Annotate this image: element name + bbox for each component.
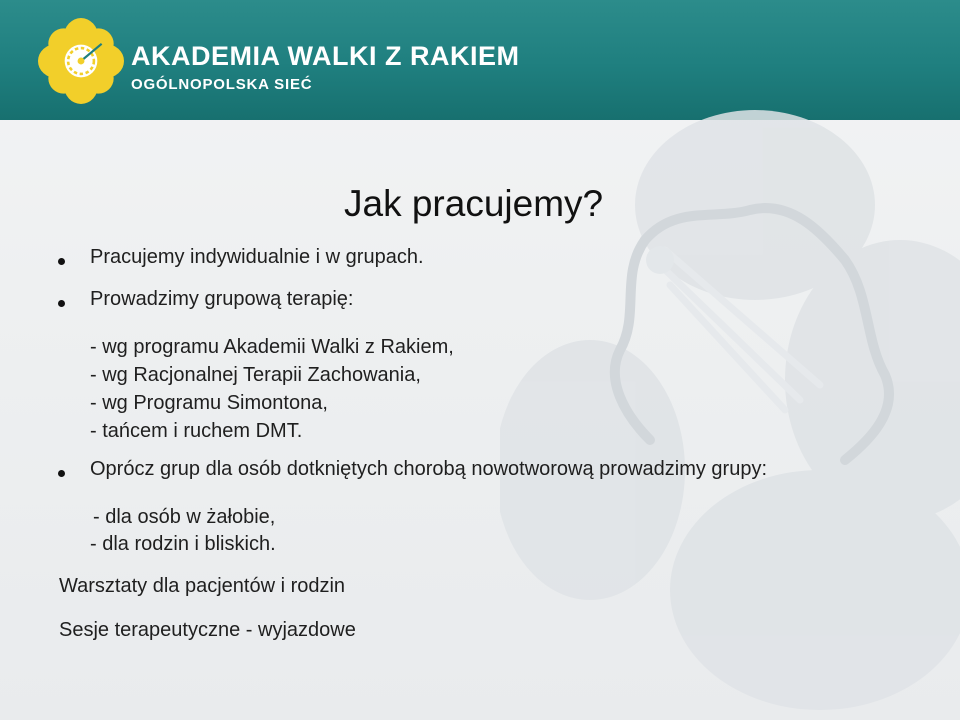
sub-item-2: - wg Racjonalnej Terapii Zachowania, (90, 364, 421, 386)
bullet-text-2: Prowadzimy grupową terapię: (90, 288, 354, 310)
bullet-text-3: Oprócz grup dla osób dotkniętych chorobą nowotworową prowadzimy grupy: (90, 458, 768, 480)
header-banner (0, 0, 960, 120)
sub-item-6: - dla rodzin i bliskich. (90, 533, 276, 555)
bullet-dot-icon (58, 258, 65, 265)
sub-item-1: - wg programu Akademii Walki z Rakiem, (90, 336, 454, 358)
sub-item-5: - dla osób w żałobie, (93, 506, 276, 528)
bullet-dot-icon (58, 470, 65, 477)
standalone-line-1: Warsztaty dla pacjentów i rodzin (59, 575, 346, 597)
bullet-text-1: Pracujemy indywidualnie i w grupach. (90, 246, 424, 268)
daffodil-logo-icon (38, 18, 124, 104)
bullet-dot-icon (58, 300, 65, 307)
standalone-line-2: Sesje terapeutyczne - wyjazdowe (59, 619, 356, 641)
sub-item-4: - tańcem i ruchem DMT. (90, 420, 303, 442)
slide-title: Jak pracujemy? (344, 183, 604, 224)
sub-item-3: - wg Programu Simontona, (90, 392, 328, 414)
org-subtitle: OGÓLNOPOLSKA SIEĆ (131, 76, 313, 93)
org-name: AKADEMIA WALKI Z RAKIEM (131, 41, 520, 71)
